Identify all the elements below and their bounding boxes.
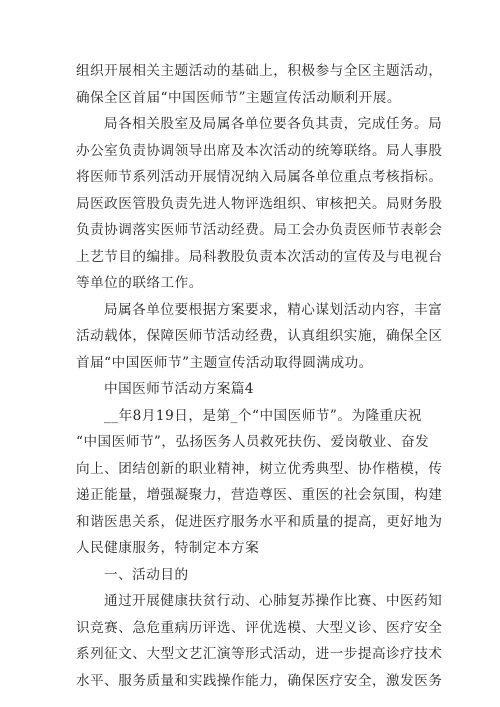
text-line: 组织开展相关主题活动的基础上，积极参与全区主题活动， — [76, 63, 443, 79]
text-line: 识竞赛、急危重病历评选、评优选模、大型义诊、医疗安全 — [76, 619, 443, 636]
text-line: 系列征文、大型文艺汇演等形式活动，进一步提高诊疗技术 — [76, 646, 443, 662]
text-line: 上艺节目的编排。局科教股负责本次活动的宣传及与电视台 — [76, 248, 443, 265]
text-line: 水平、服务质量和实践操作能力，确保医疗安全，激发医务 — [76, 672, 443, 689]
text-line: 人民健康服务，特制定本方案 — [76, 540, 260, 556]
text-line: 一、活动目的 — [104, 566, 189, 583]
text-line: 首届“中国医师节”主题宣传活动取得圆满成功。 — [76, 354, 373, 371]
text-line: 局属各单位要根据方案要求，精心谋划活动内容，丰富 — [104, 301, 443, 318]
text-line: 向上、团结创新的职业精神，树立优秀典型、协作楷模，传 — [76, 460, 443, 477]
text-line: 等单位的联络工作。 — [76, 275, 203, 291]
document-body — [76, 58, 443, 694]
text-line: 活动载体，保障医师节活动经费，认真组织实施，确保全区 — [76, 328, 443, 344]
text-line: “中国医师节”，弘扬医务人员救死扶伤、爱岗敬业、奋发 — [76, 434, 430, 450]
text-line: 办公室负责协调领导出席及本次活动的统筹联络。局人事股 — [76, 142, 443, 159]
text-line: __年8月19日，是第_个“中国医师节”。为隆重庆祝 — [104, 407, 422, 424]
text-line: 局医政医管股负责先进人物评选组织、审核把关。局财务股 — [76, 195, 443, 212]
text-line: 负责协调落实医师节活动经费。局工会办负责医师节表彰会 — [76, 222, 443, 238]
text-line: 和谐医患关系，促进医疗服务水平和质量的提高，更好地为 — [76, 513, 443, 530]
text-line: 将医师节系列活动开展情况纳入局属各单位重点考核指标。 — [76, 169, 443, 185]
text-line: 递正能量，增强凝聚力，营造尊医、重医的社会氛围，构建 — [76, 487, 443, 503]
text-line: 确保全区首届“中国医师节”主题宣传活动顺利开展。 — [76, 89, 401, 106]
text-line: 中国医师节活动方案篇4 — [104, 381, 255, 397]
text-line: 通过开展健康扶贫行动、心肺复苏操作比赛、中医药知 — [104, 593, 443, 609]
text-line: 局各相关股室及局属各单位要各负其责，完成任务。局 — [104, 116, 443, 132]
